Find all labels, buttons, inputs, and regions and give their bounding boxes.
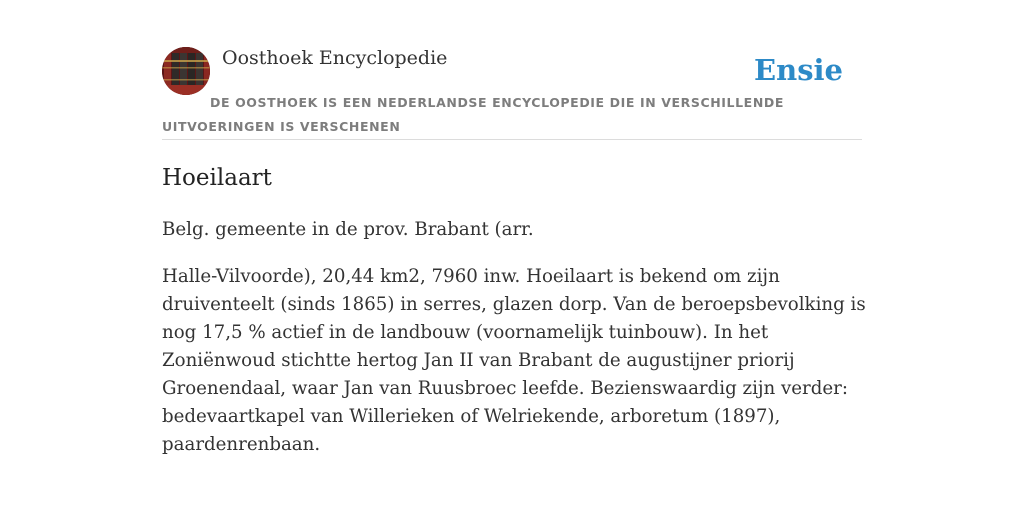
entry-paragraph: Halle-Vilvoorde), 20,44 km2, 7960 inw. Hoeilaart is bekend om zijn druiventeelt (sinds 1865) in serres, glazen dorp. Van de beroepsbevolking is nog 17,5 % actief in de landbouw (voornamelijk tuinbouw). In het Zoniënwoud stichtte hertog Jan II van Brabant de augustijner priorij Groenendaal, waar Jan van Ruusbroec leefde. Bezienswaardig zijn verder: bedevaartkapel van Willerieken of Welriekende, arboretum (1897), paardenrenbaan.: [162, 266, 866, 455]
brand-logo[interactable]: Ensie: [754, 53, 843, 87]
entry-paragraph: Belg. gemeente in de prov. Brabant (arr.: [162, 219, 534, 240]
site-title[interactable]: Oosthoek Encyclopedie: [222, 47, 448, 69]
encyclopedia-books-icon[interactable]: [162, 47, 210, 95]
header: [162, 46, 862, 140]
site-tagline: DE OOSTHOEK IS EEN NEDERLANDSE ENCYCLOPEDIE DIE IN VERSCHILLENDE UITVOERINGEN IS VERSCHENEN: [162, 95, 784, 134]
entry-title: Hoeilaart: [162, 165, 272, 191]
